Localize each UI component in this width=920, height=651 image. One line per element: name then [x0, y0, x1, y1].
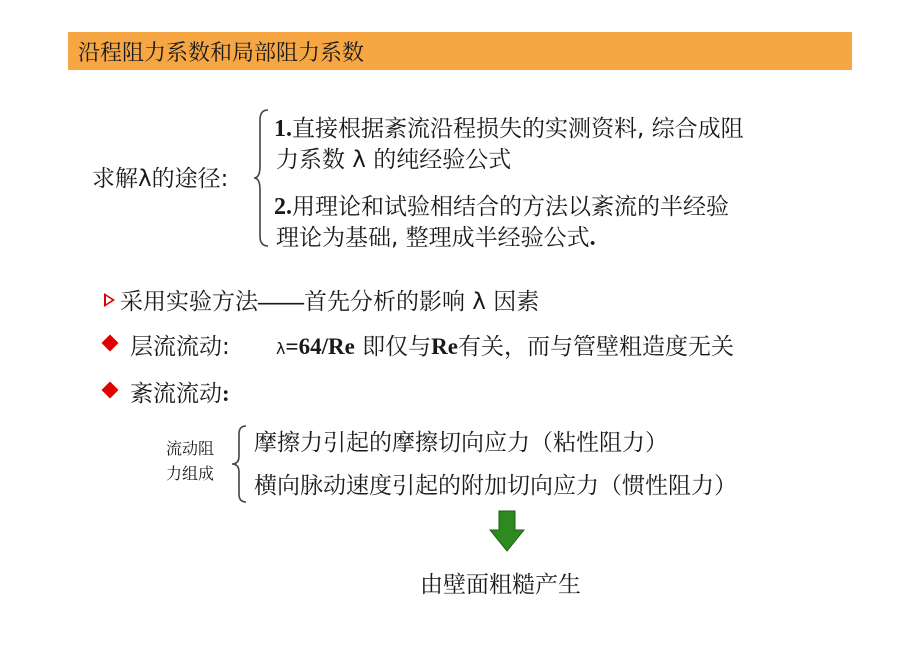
laminar-line — [276, 328, 734, 361]
laminar-formula: =64/Re — [285, 334, 355, 359]
approach-brace-icon — [252, 108, 272, 248]
turbulent-colon: : — [222, 381, 230, 406]
approach-item-2-period: . — [589, 225, 596, 251]
laminar-text-b: 有关，而与管壁粗造度无关 — [457, 334, 734, 360]
laminar-lambda: λ — [276, 339, 286, 358]
arrow-down-icon — [489, 510, 525, 552]
approach-item-2-line-1 — [274, 188, 729, 221]
resistance-item-2: 横向脉动速度引起的附加切向应力（惯性阻力） — [254, 473, 737, 499]
approach-item-1-number: 1. — [274, 116, 292, 142]
approach-item-2-line-2 — [276, 219, 596, 252]
resistance-label-line-2: 力组成 — [166, 464, 215, 483]
experiment-line — [120, 283, 539, 316]
experiment-text-b: 首先分析的影响 λ 因素 — [304, 289, 540, 315]
turbulent-line — [130, 375, 230, 408]
approach-item-2-text: 用理论和试验相结合的方法以紊流的半经验 — [292, 194, 729, 220]
laminar-re: Re — [431, 334, 458, 359]
resistance-brace-icon — [230, 424, 250, 504]
bullet-arrow-icon — [104, 293, 115, 307]
bullet-diamond-icon — [102, 382, 119, 399]
page-title: 沿程阻力系数和局部阻力系数 — [78, 41, 365, 66]
experiment-text-a: 采用实验方法 — [120, 289, 258, 315]
approach-item-1-text: 直接根据紊流沿程损失的实测资料, 综合成阻 — [292, 116, 744, 142]
resistance-item-1: 摩擦力引起的摩擦切向应力（粘性阻力） — [254, 430, 668, 456]
laminar-text-a: 即仅与 — [354, 334, 432, 360]
approach-item-1-line-1 — [274, 110, 744, 143]
turbulent-label: 紊流流动 — [130, 381, 222, 407]
approach-item-2-number: 2. — [274, 194, 292, 220]
approach-item-2-text-2: 理论为基础, 整理成半经验公式 — [276, 225, 590, 251]
approach-label: 求解λ的途径: — [92, 166, 229, 192]
experiment-dash: —— — [258, 289, 304, 314]
resistance-label-line-1: 流动阻 — [166, 439, 215, 458]
laminar-label: 层流流动: — [130, 334, 230, 360]
conclusion-text: 由壁面粗糙产生 — [420, 572, 581, 598]
bullet-diamond-icon — [102, 335, 119, 352]
approach-item-1-line-2: 力系数 λ 的纯经验公式 — [276, 147, 512, 173]
